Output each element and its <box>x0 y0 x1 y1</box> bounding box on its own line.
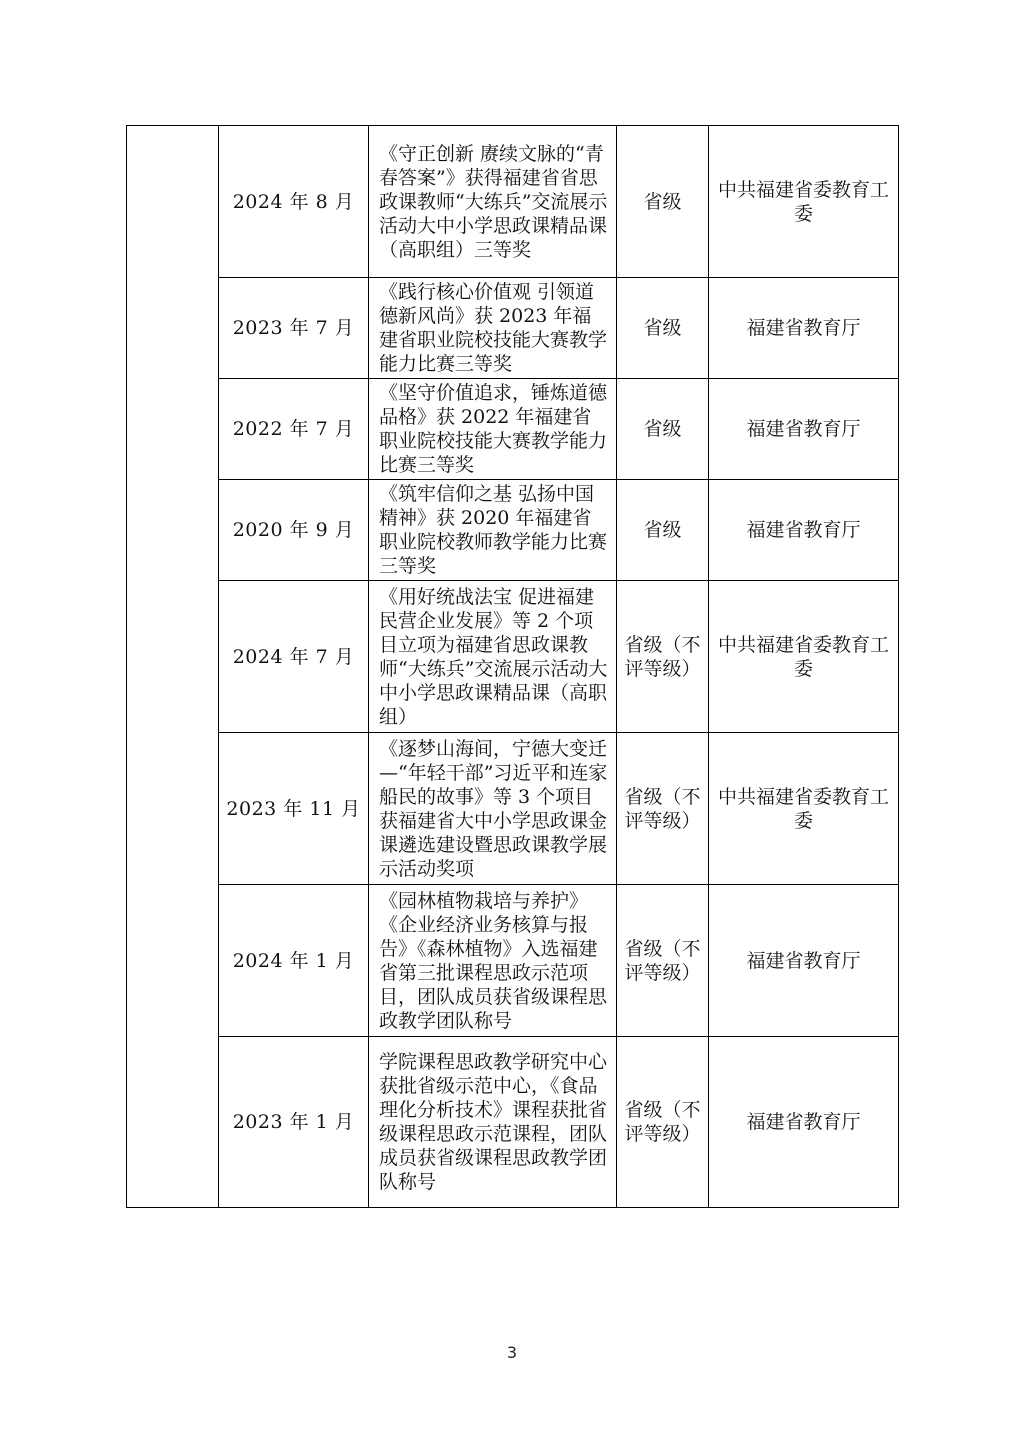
award-level: 省级（不评等级） <box>617 581 709 733</box>
award-issuer: 中共福建省委教育工委 <box>709 126 899 278</box>
award-issuer: 福建省教育厅 <box>709 885 899 1037</box>
award-content: 《用好统战法宝 促进福建民营企业发展》等 2 个项目立项为福建省思政课教师“大练兵”交流展示活动大中小学思政课精品课（高职组） <box>369 581 617 733</box>
award-content: 《坚守价值追求，锤炼道德品格》获 2022 年福建省职业院校技能大赛教学能力比赛三等奖 <box>369 379 617 480</box>
award-date: 2024 年 1 月 <box>219 885 369 1037</box>
award-level: 省级（不评等级） <box>617 1037 709 1208</box>
table-row <box>127 885 899 1037</box>
award-content: 学院课程思政教学研究中心获批省级示范中心，《食品理化分析技术》课程获批省级课程思政示范课程，团队成员获省级课程思政教学团队称号 <box>369 1037 617 1208</box>
award-date: 2020 年 9 月 <box>219 480 369 581</box>
award-level: 省级 <box>617 126 709 278</box>
award-level: 省级 <box>617 480 709 581</box>
award-issuer: 中共福建省委教育工委 <box>709 581 899 733</box>
awards-table <box>126 125 899 1208</box>
award-content: 《园林植物栽培与养护》《企业经济业务核算与报告》《森林植物》入选福建省第三批课程思政示范项目，团队成员获省级课程思政教学团队称号 <box>369 885 617 1037</box>
table-row <box>127 278 899 379</box>
award-issuer: 中共福建省委教育工委 <box>709 733 899 885</box>
award-level: 省级（不评等级） <box>617 885 709 1037</box>
award-issuer: 福建省教育厅 <box>709 379 899 480</box>
award-date: 2022 年 7 月 <box>219 379 369 480</box>
table-row <box>127 1037 899 1208</box>
award-date: 2024 年 7 月 <box>219 581 369 733</box>
award-content: 《逐梦山海间，宁德大变迁—“年轻干部”习近平和连家船民的故事》等 3 个项目获福建省大中小学思政课金课遴选建设暨思政课教学展示活动奖项 <box>369 733 617 885</box>
merged-category-cell <box>127 126 219 1208</box>
table-row <box>127 581 899 733</box>
award-issuer: 福建省教育厅 <box>709 480 899 581</box>
award-date: 2023 年 7 月 <box>219 278 369 379</box>
award-content: 《守正创新 赓续文脉的“青春答案”》获得福建省省思政课教师“大练兵”交流展示活动大中小学思政课精品课（高职组）三等奖 <box>369 126 617 278</box>
award-issuer: 福建省教育厅 <box>709 278 899 379</box>
award-date: 2023 年 1 月 <box>219 1037 369 1208</box>
table-row <box>127 733 899 885</box>
award-issuer: 福建省教育厅 <box>709 1037 899 1208</box>
award-content: 《践行核心价值观 引领道德新风尚》获 2023 年福建省职业院校技能大赛教学能力比赛三等奖 <box>369 278 617 379</box>
table-row <box>127 480 899 581</box>
award-content: 《筑牢信仰之基 弘扬中国精神》获 2020 年福建省职业院校教师教学能力比赛三等奖 <box>369 480 617 581</box>
award-date: 2024 年 8 月 <box>219 126 369 278</box>
table-row <box>127 126 899 278</box>
award-level: 省级（不评等级） <box>617 733 709 885</box>
table-row <box>127 379 899 480</box>
award-level: 省级 <box>617 379 709 480</box>
award-date: 2023 年 11 月 <box>219 733 369 885</box>
award-level: 省级 <box>617 278 709 379</box>
page-number: 3 <box>506 1343 518 1362</box>
